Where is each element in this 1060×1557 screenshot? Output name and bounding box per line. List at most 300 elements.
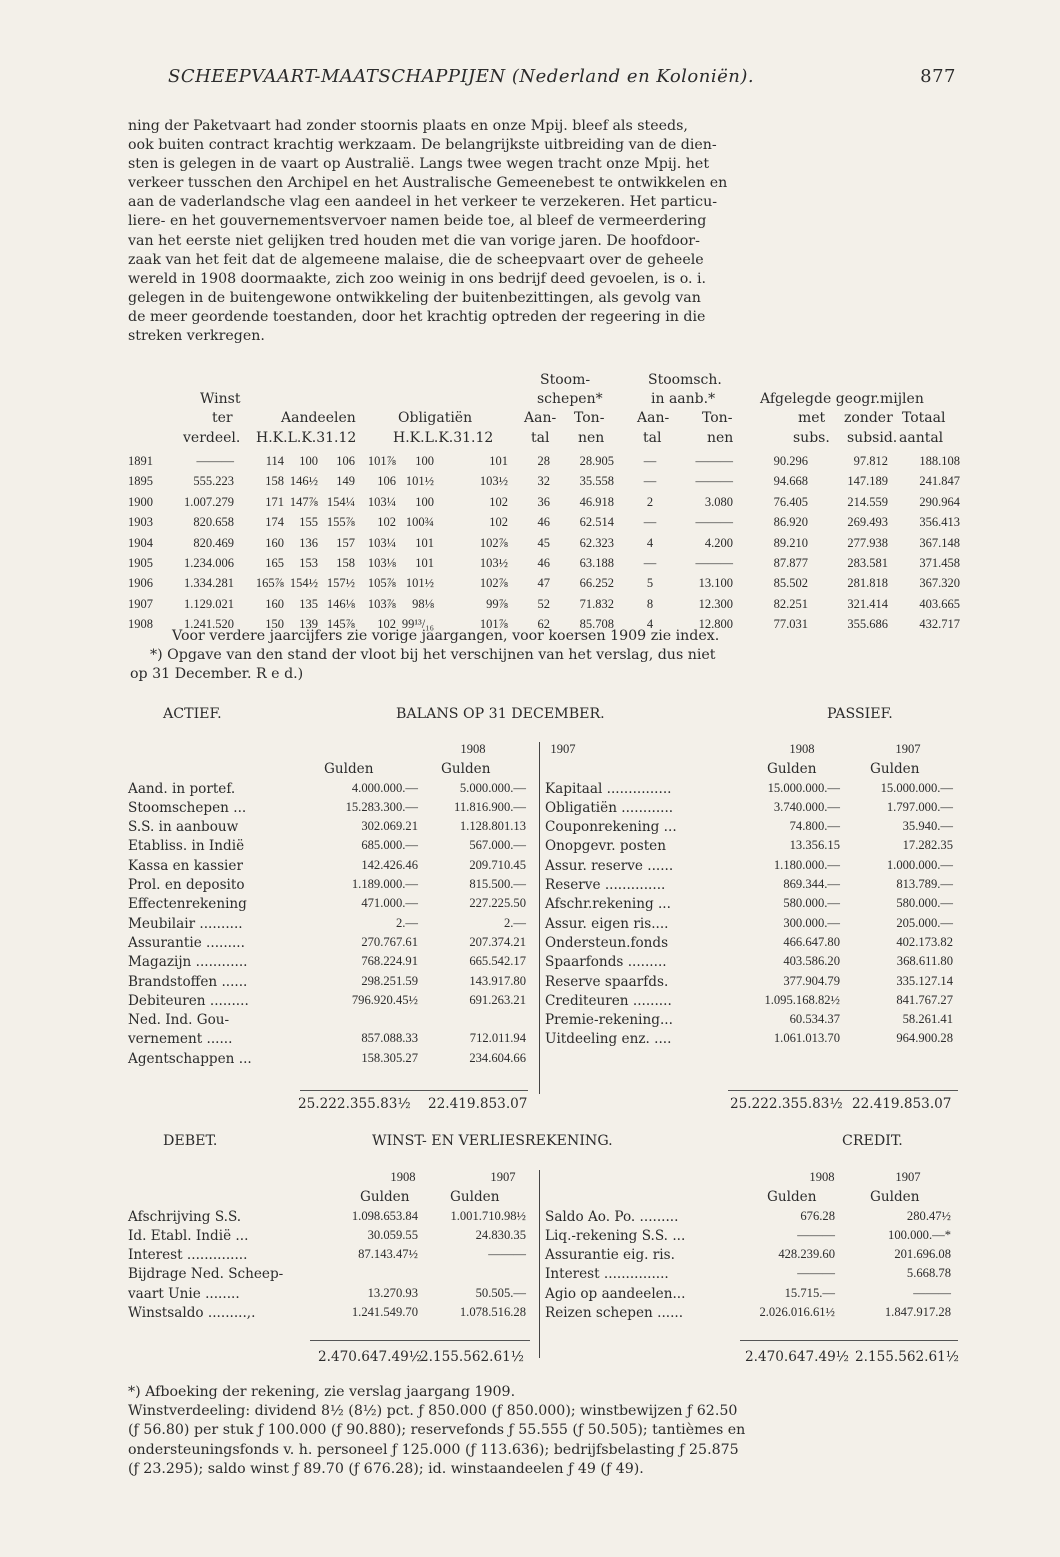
account-label: Assurantie ......... bbox=[128, 934, 245, 951]
amount-1907: 815.500.— bbox=[469, 877, 526, 892]
passief-total-rule bbox=[728, 1090, 958, 1091]
amount-1907: 1.797.000.— bbox=[886, 799, 953, 814]
amount-1908: 15.000.000.— bbox=[767, 780, 840, 795]
table-cell: 105⅞ bbox=[367, 576, 396, 591]
actief-total-1907: 22.419.853.07 bbox=[428, 1096, 528, 1112]
table-cell: ——— bbox=[695, 454, 733, 468]
table-cell: 1.241.520 bbox=[184, 617, 234, 632]
table-cell: 94.668 bbox=[773, 474, 808, 489]
table-cell: 355.686 bbox=[847, 617, 888, 632]
table-cell: — bbox=[643, 555, 657, 570]
table-cell: 85.708 bbox=[579, 617, 614, 632]
amount-1907: 712.011.94 bbox=[469, 1031, 526, 1046]
list-item bbox=[128, 1247, 538, 1266]
col-head-afgelegde: Afgelegde geogr.mijlen bbox=[760, 391, 924, 407]
table-cell: 46.918 bbox=[579, 494, 614, 509]
table-cell: 147⅞ bbox=[289, 494, 318, 509]
amount-1908: 403.586.20 bbox=[783, 954, 840, 969]
col-head-ton1: Ton- bbox=[574, 410, 605, 426]
table-row bbox=[128, 554, 964, 574]
amount-1908: ——— bbox=[797, 1227, 835, 1242]
paragraph-line: zaak van het feit dat de algemeene malaise, die de scheepvaart over de geheele bbox=[128, 251, 704, 268]
account-label: Couponrekening ... bbox=[545, 819, 677, 836]
table-cell: 12.800 bbox=[698, 617, 733, 632]
table-cell: 101½ bbox=[405, 576, 434, 591]
table-cell: 1907 bbox=[128, 596, 153, 611]
table-cell: 290.964 bbox=[919, 494, 960, 509]
account-label: Assur. eigen ris.... bbox=[545, 915, 669, 932]
list-item bbox=[128, 838, 538, 857]
amount-1908: 270.767.61 bbox=[361, 934, 418, 949]
amount-1908: 74.800.— bbox=[789, 819, 840, 834]
amount-1908: 428.239.60 bbox=[778, 1247, 835, 1262]
amount-1907: 813.789.— bbox=[896, 877, 953, 892]
list-item bbox=[545, 1305, 965, 1324]
col-head-hkl1: H.K.L.K.31.12 bbox=[256, 430, 357, 446]
table-cell: 160 bbox=[265, 535, 284, 550]
table-cell: 1905 bbox=[128, 555, 153, 570]
paragraph-line: liere- en het gouvernementsvervoer namen beide toe, al bleef de vermeerdering bbox=[128, 213, 707, 230]
table-cell: 63.188 bbox=[579, 555, 614, 570]
amount-1907: 1.847.917.28 bbox=[884, 1305, 951, 1320]
table-cell: 102 bbox=[489, 515, 508, 530]
list-item bbox=[545, 1228, 965, 1247]
amount-1908: 1.098.653.84 bbox=[351, 1208, 418, 1223]
table-cell: 146½ bbox=[289, 474, 318, 489]
table-cell: 158 bbox=[265, 474, 284, 489]
table-cell: 99⅞ bbox=[486, 596, 508, 611]
list-item bbox=[128, 1051, 538, 1070]
list-item bbox=[128, 1266, 538, 1285]
amount-1907: 50.505.— bbox=[475, 1285, 526, 1300]
balans-divider bbox=[539, 742, 540, 1094]
table-row bbox=[128, 513, 964, 533]
list-item bbox=[128, 877, 538, 896]
table-cell: 153 bbox=[299, 555, 318, 570]
list-item bbox=[128, 896, 538, 915]
amount-1907: 205.000.— bbox=[896, 915, 953, 930]
table-cell: 157 bbox=[336, 535, 355, 550]
account-label: Afschrijving S.S. bbox=[128, 1208, 242, 1225]
table-cell: 46 bbox=[537, 555, 550, 570]
amount-1908: 302.069.21 bbox=[361, 819, 418, 834]
amount-1907: 691.263.21 bbox=[469, 992, 526, 1007]
table-cell: 35.558 bbox=[579, 474, 614, 489]
table-cell: 106 bbox=[336, 454, 355, 468]
debet-total-1908: 2.470.647.49½ bbox=[318, 1349, 422, 1365]
table-cell: 101⅞ bbox=[479, 617, 508, 632]
table-cell: 103½ bbox=[479, 474, 508, 489]
table-cell: 100 bbox=[415, 454, 434, 468]
table-cell: 1903 bbox=[128, 515, 153, 530]
amount-1908: 87.143.47½ bbox=[358, 1247, 418, 1262]
amount-1908: 15.715.— bbox=[784, 1285, 835, 1300]
col-head-hkl2: H.K.L.K.31.12 bbox=[393, 430, 494, 446]
col-head-aantal: aantal bbox=[899, 430, 944, 446]
amount-1907: ——— bbox=[913, 1285, 951, 1300]
table-cell: 103¼ bbox=[367, 494, 396, 509]
amount-1907: 234.604.66 bbox=[469, 1050, 526, 1065]
amount-1907: 100.000.—* bbox=[888, 1227, 951, 1242]
account-label: Assur. reserve ...... bbox=[545, 857, 674, 874]
account-label: S.S. in aanbouw bbox=[128, 819, 239, 836]
amount-1907: 24.830.35 bbox=[475, 1227, 526, 1242]
account-label: Effectenrekening bbox=[128, 896, 247, 913]
table-cell: 188.108 bbox=[919, 454, 960, 468]
account-label: Kassa en kassier bbox=[128, 857, 243, 874]
table-cell: 106 bbox=[377, 474, 396, 489]
amount-1907: 5.000.000.— bbox=[459, 780, 526, 795]
amount-1908: 685.000.— bbox=[361, 838, 418, 853]
account-label: Meubilair .......... bbox=[128, 915, 243, 932]
table-cell: 1895 bbox=[128, 474, 153, 489]
list-item bbox=[545, 896, 965, 915]
passief-title: PASSIEF. bbox=[827, 706, 893, 722]
amount-1908: 15.283.300.— bbox=[345, 799, 418, 814]
list-item bbox=[128, 993, 538, 1012]
table-cell: 100¾ bbox=[405, 515, 434, 530]
col-head-nen2: nen bbox=[707, 430, 734, 446]
col-head-aandeelen: Aandeelen bbox=[281, 410, 356, 426]
table-cell: ——— bbox=[695, 474, 733, 489]
table-cell: 820.658 bbox=[193, 515, 234, 530]
amount-1908: 857.088.33 bbox=[361, 1031, 418, 1046]
col-head-stoom: Stoom- bbox=[540, 372, 591, 388]
debet-title: DEBET. bbox=[163, 1133, 218, 1149]
list-item bbox=[545, 1286, 965, 1305]
amount-1908: 580.000.— bbox=[783, 896, 840, 911]
amount-1907: 143.917.80 bbox=[469, 973, 526, 988]
header-title: SCHEEPVAART-MAATSCHAPPIJEN (Nederland en Koloniën). bbox=[168, 66, 755, 87]
table-cell: 139 bbox=[299, 617, 318, 632]
winst-divider bbox=[539, 1170, 540, 1358]
credit-total-1907: 2.155.562.61½ bbox=[855, 1349, 959, 1365]
table-cell: 102⅞ bbox=[479, 535, 508, 550]
table-cell: 103⅞ bbox=[367, 596, 396, 611]
amount-1907: 580.000.— bbox=[896, 896, 953, 911]
credit-year-1908: 1908 bbox=[809, 1170, 835, 1184]
table-cell: 2 bbox=[646, 494, 654, 509]
passief-year-1907: 1907 bbox=[895, 742, 921, 756]
table-cell: 1.007.279 bbox=[184, 494, 234, 509]
debet-year-1907: 1907 bbox=[490, 1170, 516, 1184]
table-cell: 555.223 bbox=[193, 474, 234, 489]
table-cell: 12.300 bbox=[698, 596, 733, 611]
amount-1907: ——— bbox=[488, 1247, 526, 1262]
list-item bbox=[545, 838, 965, 857]
account-label: Crediteuren ......... bbox=[545, 992, 672, 1009]
note-line: *) Opgave van den stand der vloot bij het verschijnen van het verslag, dus niet bbox=[150, 647, 716, 663]
amount-1907: 11.816.900.— bbox=[454, 799, 526, 814]
table-cell: 52 bbox=[537, 596, 550, 611]
table-cell: 102 bbox=[377, 617, 396, 632]
col-head-in-aanb: in aanb.* bbox=[651, 391, 716, 407]
table-cell: 89.210 bbox=[773, 535, 808, 550]
table-cell: 97.812 bbox=[853, 454, 888, 468]
amount-1907: 841.767.27 bbox=[896, 992, 953, 1007]
account-label: Id. Etabl. Indië ... bbox=[128, 1227, 249, 1244]
account-label: Liq.-rekening S.S. ... bbox=[545, 1227, 686, 1244]
debet-rows bbox=[128, 1209, 538, 1325]
amount-1907: 402.173.82 bbox=[896, 934, 953, 949]
list-item bbox=[545, 1266, 965, 1285]
table-cell: 100 bbox=[299, 454, 318, 468]
passief-unit-1907: Gulden bbox=[870, 761, 920, 778]
amount-1908: 1.189.000.— bbox=[351, 877, 418, 892]
amount-1907: 1.001.710.98½ bbox=[450, 1208, 526, 1223]
account-label: Premie-rekening... bbox=[545, 1012, 673, 1029]
list-item bbox=[128, 1286, 538, 1305]
account-label: Winstsaldo .........,. bbox=[128, 1305, 256, 1322]
paragraph-line: van het eerste niet gelijken tred houden met die van vorige jaren. De hoofdoor- bbox=[128, 232, 700, 249]
debet-total-rule bbox=[310, 1340, 530, 1341]
table-cell: 85.502 bbox=[773, 576, 808, 591]
table-cell: ——— bbox=[695, 555, 733, 570]
list-item bbox=[545, 1012, 965, 1031]
table-cell: 160 bbox=[265, 596, 284, 611]
list-item bbox=[545, 954, 965, 973]
table-cell: 1900 bbox=[128, 494, 153, 509]
table-cell: 4.200 bbox=[704, 535, 733, 550]
list-item bbox=[128, 1031, 538, 1050]
table-cell: 4 bbox=[646, 617, 654, 632]
paragraph-line: (ƒ 56.80) per stuk ƒ 100.000 (ƒ 90.880); reservefonds ƒ 55.555 (ƒ 50.505); tantièmes en bbox=[128, 1422, 746, 1439]
account-label: Ondersteun.fonds bbox=[545, 934, 669, 951]
amount-1907: 280.47½ bbox=[906, 1208, 951, 1223]
table-cell: 158 bbox=[336, 555, 355, 570]
table-cell: 367.148 bbox=[919, 535, 960, 550]
table-cell: 1.234.006 bbox=[184, 555, 234, 570]
account-label: vernement ...... bbox=[128, 1031, 233, 1048]
amount-1908: 4.000.000.— bbox=[351, 780, 418, 795]
amount-1908: 298.251.59 bbox=[361, 973, 418, 988]
table-cell: 101 bbox=[489, 454, 508, 468]
table-cell: 45 bbox=[537, 535, 550, 550]
col-head-ton2: Ton- bbox=[702, 410, 733, 426]
account-label: Reserve spaarfds. bbox=[545, 973, 669, 990]
table-cell: 36 bbox=[537, 494, 550, 509]
amount-1908: 13.356.15 bbox=[789, 838, 840, 853]
table-cell: 46 bbox=[537, 515, 550, 530]
col-head-winst: Winst bbox=[200, 391, 241, 407]
table-cell: 165⅞ bbox=[255, 576, 284, 591]
amount-1908: 1.061.013.70 bbox=[773, 1031, 840, 1046]
amount-1908: 300.000.— bbox=[783, 915, 840, 930]
balans-title: BALANS OP 31 DECEMBER. bbox=[396, 706, 605, 722]
col-head-obligatien: Obligatiën bbox=[398, 410, 473, 426]
account-label: Spaarfonds ......... bbox=[545, 954, 667, 971]
winst-title: WINST- EN VERLIESREKENING. bbox=[372, 1133, 613, 1149]
list-item bbox=[545, 974, 965, 993]
passief-total-1908: 25.222.355.83½ bbox=[730, 1096, 843, 1112]
col-head-zonder: zonder bbox=[844, 410, 893, 426]
table-cell: 241.847 bbox=[919, 474, 960, 489]
debet-total-1907: 2.155.562.61½ bbox=[420, 1349, 524, 1365]
table-cell: 13.100 bbox=[698, 576, 733, 591]
passief-total-1907: 22.419.853.07 bbox=[852, 1096, 952, 1112]
table-cell: 154¼ bbox=[326, 494, 355, 509]
amount-1908: 796.920.45½ bbox=[351, 992, 418, 1007]
list-item bbox=[128, 1228, 538, 1247]
paragraph-line: ning der Paketvaart had zonder stoornis plaats en onze Mpij. bleef als steeds, bbox=[128, 118, 688, 134]
credit-title: CREDIT. bbox=[842, 1133, 903, 1149]
table-cell: 98⅛ bbox=[412, 596, 434, 611]
statistics-table bbox=[128, 372, 964, 636]
table-cell: 71.832 bbox=[579, 596, 614, 611]
table-cell: 1906 bbox=[128, 576, 153, 591]
amount-1908: 768.224.91 bbox=[361, 954, 418, 969]
amount-1907: 368.611.80 bbox=[896, 954, 953, 969]
table-cell: 101 bbox=[415, 535, 434, 550]
table-cell: — bbox=[643, 474, 657, 489]
table-cell: 5 bbox=[646, 576, 654, 591]
table-cell: 174 bbox=[265, 515, 284, 530]
table-cell: 432.717 bbox=[919, 617, 960, 632]
amount-1907: 1.078.516.28 bbox=[459, 1305, 526, 1320]
credit-unit-1908: Gulden bbox=[767, 1189, 817, 1206]
table-cell: 147.189 bbox=[847, 474, 888, 489]
amount-1907: 2.— bbox=[503, 915, 526, 930]
list-item bbox=[545, 781, 965, 800]
amount-1907: 207.374.21 bbox=[469, 934, 526, 949]
statistics-rows bbox=[128, 452, 964, 636]
table-cell: 371.458 bbox=[919, 555, 960, 570]
paragraph-line: sten is gelegen in de vaart op Australië. Langs twee wegen tracht onze Mpij. het bbox=[128, 156, 710, 173]
amount-1908: 377.904.79 bbox=[783, 973, 840, 988]
credit-year-1907: 1907 bbox=[895, 1170, 921, 1184]
account-label: Ned. Ind. Gou- bbox=[128, 1012, 230, 1029]
amount-1908: 2.026.016.61½ bbox=[759, 1305, 835, 1320]
table-cell: 149 bbox=[336, 474, 355, 489]
table-cell: 283.581 bbox=[847, 555, 888, 570]
actief-column bbox=[128, 742, 576, 1070]
table-cell: 101½ bbox=[405, 474, 434, 489]
table-cell: 66.252 bbox=[579, 576, 614, 591]
list-item bbox=[128, 974, 538, 993]
table-cell: 269.493 bbox=[847, 515, 888, 530]
passief-year-1908: 1908 bbox=[789, 742, 815, 756]
table-cell: 99¹³/₁₆ bbox=[401, 617, 434, 632]
actief-title: ACTIEF. bbox=[163, 706, 222, 722]
paragraph-line: streken verkregen. bbox=[128, 328, 265, 345]
table-cell: 136 bbox=[299, 535, 318, 550]
amount-1908: 1.180.000.— bbox=[773, 857, 840, 872]
amount-1907: 227.225.50 bbox=[469, 896, 526, 911]
paragraph-line: ook buiten contract krachtig werkzaam. De belangrijkste uitbreiding van de dien- bbox=[128, 137, 717, 154]
note-line: Voor verdere jaarcijfers zie vorige jaargangen, voor koersen 1909 zie index. bbox=[172, 628, 720, 644]
passief-rows bbox=[545, 781, 965, 1051]
account-label: Magazijn ............ bbox=[128, 954, 248, 971]
col-head-tal1: tal bbox=[531, 430, 550, 446]
col-head-subsid: subsid. bbox=[847, 430, 898, 446]
account-label: Afschr.rekening ... bbox=[545, 896, 671, 913]
paragraph-line: gelegen in de buitengewone ontwikkeling der buitenbezittingen, als gevolg van bbox=[128, 289, 701, 306]
table-cell: 62 bbox=[537, 617, 550, 632]
account-label: Kapitaal ............... bbox=[545, 780, 672, 797]
amount-1907: 201.696.08 bbox=[894, 1247, 951, 1262]
account-label: Stoomschepen ... bbox=[128, 799, 247, 816]
table-cell: 28 bbox=[537, 454, 550, 468]
amount-1907: 17.282.35 bbox=[902, 838, 953, 853]
list-item bbox=[128, 1305, 538, 1324]
account-label: Reserve .............. bbox=[545, 877, 666, 894]
amount-1907: 567.000.— bbox=[469, 838, 526, 853]
actief-year-1908: 1908 bbox=[460, 742, 486, 756]
col-head-subs: subs. bbox=[793, 430, 830, 446]
table-cell: 155 bbox=[299, 515, 318, 530]
account-label: Agentschappen ... bbox=[128, 1050, 252, 1067]
table-row bbox=[128, 574, 964, 594]
table-row bbox=[128, 452, 964, 472]
table-cell: 82.251 bbox=[773, 596, 808, 611]
table-cell: 145⅞ bbox=[326, 617, 355, 632]
paragraph-line: (ƒ 23.295); saldo winst ƒ 89.70 (ƒ 676.28); id. winstaandeelen ƒ 49 (ƒ 49). bbox=[128, 1460, 644, 1477]
amount-1908: ——— bbox=[797, 1266, 835, 1281]
table-cell: 101⅞ bbox=[367, 454, 396, 468]
table-cell: 367.320 bbox=[919, 576, 960, 591]
paragraph-line: *) Afboeking der rekening, zie verslag jaargang 1909. bbox=[128, 1384, 516, 1400]
account-label: Prol. en deposito bbox=[128, 877, 245, 894]
table-cell: 103⅛ bbox=[367, 555, 396, 570]
table-cell: 165 bbox=[265, 555, 284, 570]
account-label: Onopgevr. posten bbox=[545, 838, 666, 855]
amount-1907: 5.668.78 bbox=[906, 1266, 951, 1281]
account-label: Obligatiën ............ bbox=[545, 799, 674, 816]
amount-1907: 35.940.— bbox=[902, 819, 953, 834]
col-head-tal2: tal bbox=[643, 430, 662, 446]
table-cell: 87.877 bbox=[773, 555, 808, 570]
amount-1908: 13.270.93 bbox=[367, 1285, 418, 1300]
amount-1908: 1.095.168.82½ bbox=[764, 992, 840, 1007]
actief-unit-1907: Gulden bbox=[441, 761, 491, 778]
list-item bbox=[128, 935, 538, 954]
table-cell: 62.323 bbox=[579, 535, 614, 550]
amount-1908: 30.059.55 bbox=[367, 1227, 418, 1242]
table-cell: 47 bbox=[537, 576, 550, 591]
amount-1908: 2.— bbox=[395, 915, 418, 930]
table-cell: 214.559 bbox=[847, 494, 888, 509]
table-cell: 102⅞ bbox=[479, 576, 508, 591]
passief-column bbox=[545, 742, 965, 1051]
col-head-stoomsch: Stoomsch. bbox=[648, 372, 722, 388]
table-cell: 28.905 bbox=[579, 454, 614, 468]
amount-1907: 15.000.000.— bbox=[880, 780, 953, 795]
account-label: Uitdeeling enz. .... bbox=[545, 1031, 672, 1048]
table-cell: 150 bbox=[265, 617, 284, 632]
credit-column bbox=[545, 1170, 965, 1324]
table-cell: 76.405 bbox=[773, 494, 808, 509]
table-cell: 4 bbox=[646, 535, 654, 550]
col-head-met: met bbox=[798, 410, 826, 426]
table-cell: 321.414 bbox=[847, 596, 888, 611]
table-cell: 8 bbox=[646, 596, 654, 611]
statistics-header bbox=[128, 372, 964, 452]
table-cell: — bbox=[643, 454, 657, 468]
table-cell: 1.334.281 bbox=[184, 576, 234, 591]
list-item bbox=[128, 1209, 538, 1228]
table-cell: 403.665 bbox=[919, 596, 960, 611]
table-cell: 3.080 bbox=[704, 494, 733, 509]
actief-rows bbox=[128, 781, 538, 1070]
table-row bbox=[128, 493, 964, 513]
list-item bbox=[128, 916, 538, 935]
list-item bbox=[128, 800, 538, 819]
col-head-aan2: Aan- bbox=[637, 410, 670, 426]
table-cell: 154½ bbox=[289, 576, 318, 591]
col-head-schepen: schepen* bbox=[537, 391, 603, 407]
table-cell: 281.818 bbox=[847, 576, 888, 591]
table-cell: 1908 bbox=[128, 617, 153, 632]
